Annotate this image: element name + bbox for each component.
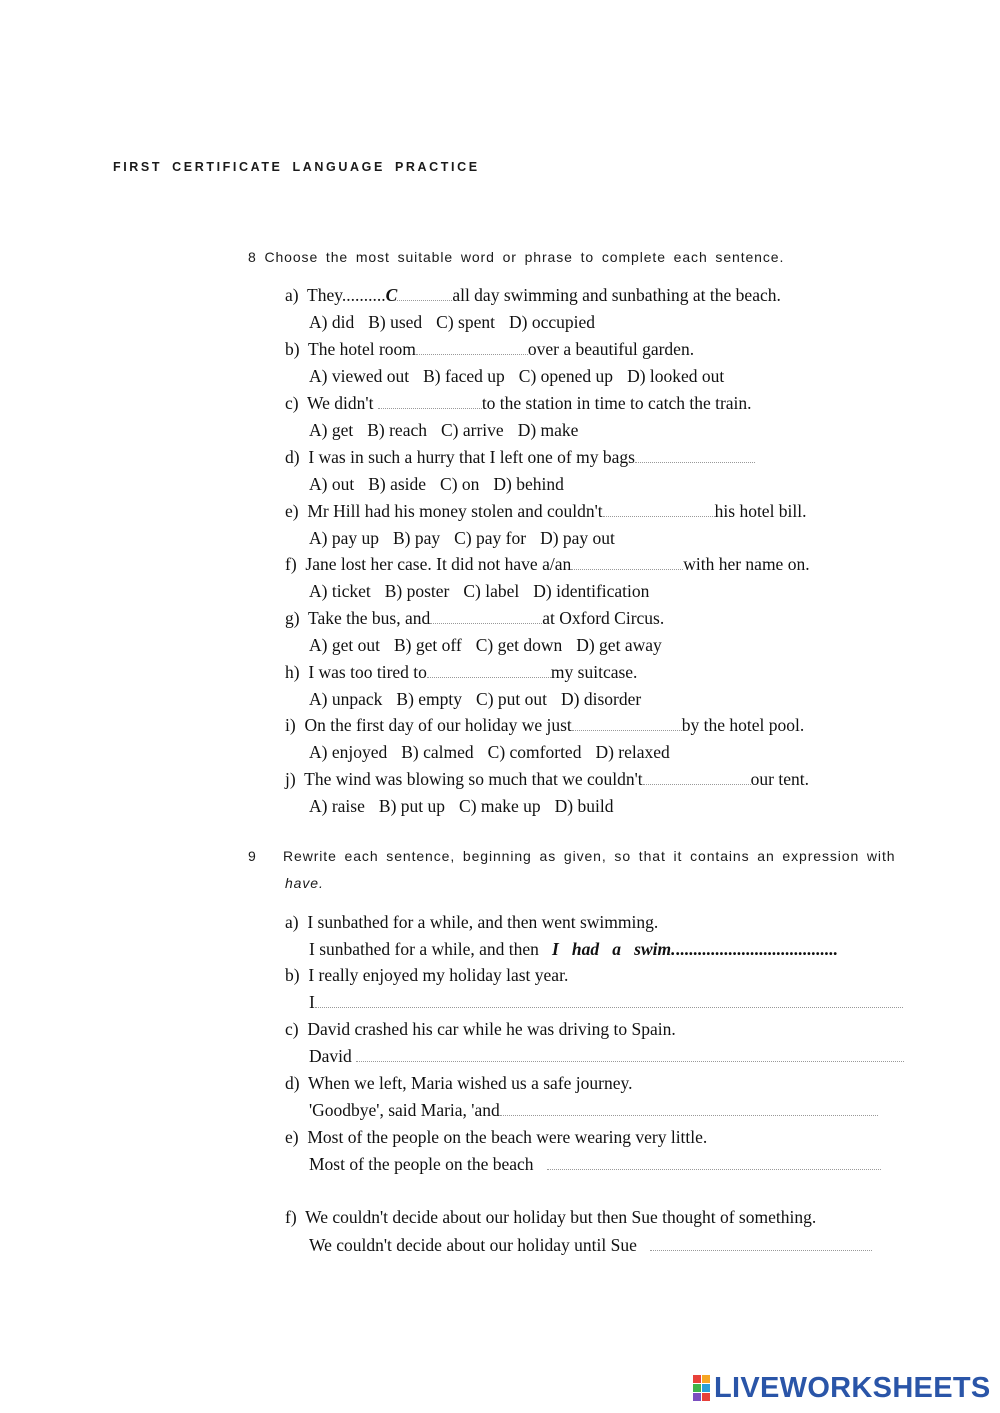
exercise-9-instruction: Rewrite each sentence, beginning as given, so that it contains an expression with	[283, 848, 896, 864]
item-sentence: David crashed his car while he was driving to Spain.	[307, 1019, 676, 1039]
ex9-item-a	[285, 912, 658, 932]
option: B) empty	[396, 689, 463, 709]
option: B) reach	[367, 420, 427, 440]
option: A) ticket	[309, 581, 371, 601]
item-text-after: my suitcase.	[550, 662, 638, 682]
ex9-answer-line-e	[309, 1154, 881, 1174]
exercise-8-instruction: 8 Choose the most suitable word or phrase to complete each sentence.	[248, 249, 785, 265]
option: D) behind	[493, 474, 564, 494]
option: B) pay	[392, 528, 441, 548]
answer-start: David	[309, 1046, 352, 1066]
item-letter: d)	[285, 1073, 300, 1093]
ex9-answer-line-d	[309, 1100, 878, 1120]
item-text-before: On the first day of our holiday we just	[304, 715, 572, 735]
ex9-answer-line-b	[309, 992, 903, 1012]
option: D) identification	[533, 581, 650, 601]
ex8-item-b	[285, 339, 694, 359]
answer-blank[interactable]	[572, 716, 682, 731]
option: C) arrive	[441, 420, 504, 440]
item-text-after: at Oxford Circus.	[542, 608, 665, 628]
ex8-item-c	[285, 393, 752, 413]
option: A) out	[309, 474, 355, 494]
ex8-item-i	[285, 715, 804, 735]
item-text-after: all day swimming and sunbathing at the beach.	[452, 285, 781, 305]
option: D) get away	[576, 635, 662, 655]
item-text-before: We didn't	[307, 393, 374, 413]
option: B) calmed	[401, 742, 474, 762]
ex8-item-d	[285, 447, 755, 467]
item-text-after: by the hotel pool.	[681, 715, 805, 735]
option: D) occupied	[508, 312, 595, 332]
answer-field[interactable]	[500, 1101, 878, 1116]
answer-blank[interactable]	[416, 340, 528, 355]
answer-field[interactable]	[547, 1155, 881, 1170]
ex8-options-a	[309, 312, 609, 332]
ex9-item-f	[285, 1207, 816, 1227]
item-sentence: I really enjoyed my holiday last year.	[308, 965, 569, 985]
item-text-before: They..........	[307, 285, 386, 305]
ex8-options-e	[309, 528, 629, 548]
option: C) spent	[436, 312, 495, 332]
item-sentence: We couldn't decide about our holiday but then Sue thought of something.	[305, 1207, 817, 1227]
option: A) viewed out	[309, 366, 410, 386]
ex8-options-c	[309, 420, 592, 440]
item-letter: b)	[285, 339, 300, 359]
item-letter: c)	[285, 393, 299, 413]
answer-field[interactable]	[356, 1047, 904, 1062]
item-letter: i)	[285, 715, 296, 735]
option: C) pay for	[454, 528, 527, 548]
ex8-options-f	[309, 581, 663, 601]
ex8-item-g	[285, 608, 664, 628]
ex8-options-j	[309, 796, 628, 816]
option: C) opened up	[518, 366, 614, 386]
item-letter: f)	[285, 554, 297, 574]
ex9-item-e	[285, 1127, 707, 1147]
exercise-9-instruction-word: have.	[285, 875, 324, 891]
ex8-item-e	[285, 501, 807, 521]
answer-dots: .....................................	[675, 939, 838, 959]
option: C) label	[463, 581, 520, 601]
option: A) did	[309, 312, 355, 332]
option: B) get off	[393, 635, 462, 655]
option: A) get	[309, 420, 354, 440]
item-text-before: I was too tired to	[308, 662, 427, 682]
option: A) raise	[309, 796, 365, 816]
item-sentence: Most of the people on the beach were wearing very little.	[307, 1127, 708, 1147]
answer-start: We couldn't decide about our holiday until Sue	[309, 1235, 637, 1255]
answer-start: 'Goodbye', said Maria, 'and	[309, 1100, 500, 1120]
ex8-item-a	[285, 285, 781, 305]
option: C) comforted	[487, 742, 582, 762]
ex8-options-d	[309, 474, 578, 494]
ex8-options-i	[309, 742, 684, 762]
option: D) make	[517, 420, 579, 440]
answer-blank[interactable]	[378, 394, 482, 409]
item-letter: h)	[285, 662, 300, 682]
option: C) get down	[475, 635, 563, 655]
item-text-before: The hotel room	[308, 339, 416, 359]
ex8-options-h	[309, 689, 655, 709]
answer-start: I sunbathed for a while, and then	[309, 939, 539, 959]
option: A) enjoyed	[309, 742, 388, 762]
answer-blank[interactable]	[603, 502, 715, 517]
liveworksheets-logo-text: LIVEWORKSHEETS	[714, 1371, 991, 1404]
option: D) pay out	[540, 528, 615, 548]
answer-start: Most of the people on the beach	[309, 1154, 534, 1174]
ex9-item-d	[285, 1073, 632, 1093]
item-letter: g)	[285, 608, 300, 628]
item-text-after: to the station in time to catch the train.	[481, 393, 752, 413]
ex9-answer-line-c	[309, 1046, 904, 1066]
item-letter: j)	[285, 769, 296, 789]
ex9-answer-line-a	[309, 939, 837, 959]
option: B) aside	[368, 474, 427, 494]
liveworksheets-logo-icon	[693, 1375, 710, 1401]
item-text-after: with her name on.	[683, 554, 810, 574]
liveworksheets-logo	[693, 1371, 991, 1404]
answer-blank[interactable]	[571, 555, 683, 570]
answer-blank[interactable]	[430, 609, 542, 624]
answer-field[interactable]	[650, 1236, 872, 1251]
item-text-before: Jane lost her case. It did not have a/an	[305, 554, 572, 574]
exercise-9-number: 9	[248, 848, 257, 864]
ex9-item-c	[285, 1019, 676, 1039]
item-sentence: When we left, Maria wished us a safe journey.	[308, 1073, 633, 1093]
item-text-before: Take the bus, and	[308, 608, 431, 628]
item-letter: f)	[285, 1207, 297, 1227]
answer-start: I	[309, 992, 315, 1012]
item-text-after: his hotel bill.	[714, 501, 807, 521]
page-header: FIRST CERTIFICATE LANGUAGE PRACTICE	[113, 160, 480, 174]
option: A) unpack	[309, 689, 383, 709]
item-letter: a)	[285, 285, 299, 305]
item-letter: b)	[285, 965, 300, 985]
option: D) looked out	[627, 366, 725, 386]
item-letter: a)	[285, 912, 299, 932]
answer-field[interactable]	[315, 993, 903, 1008]
item-text-before: I was in such a hurry that I left one of my bags	[308, 447, 635, 467]
ex8-item-h	[285, 662, 637, 682]
ex8-options-g	[309, 635, 676, 655]
option: D) build	[554, 796, 614, 816]
option: B) poster	[384, 581, 450, 601]
option: B) put up	[378, 796, 446, 816]
option: B) used	[368, 312, 423, 332]
ex8-item-f	[285, 554, 810, 574]
option: D) relaxed	[595, 742, 670, 762]
item-letter: e)	[285, 501, 299, 521]
answer-dots	[397, 286, 452, 301]
item-letter: e)	[285, 1127, 299, 1147]
item-letter: c)	[285, 1019, 299, 1039]
answer-blank[interactable]	[427, 663, 551, 678]
answer-blank[interactable]	[635, 448, 755, 463]
item-text-after: our tent.	[750, 769, 809, 789]
option: A) get out	[309, 635, 380, 655]
option: D) disorder	[561, 689, 642, 709]
option: C) on	[440, 474, 480, 494]
item-letter: d)	[285, 447, 300, 467]
ex9-item-b	[285, 965, 568, 985]
option: B) faced up	[423, 366, 505, 386]
item-sentence: I sunbathed for a while, and then went swimming.	[307, 912, 659, 932]
answer-blank[interactable]: C	[385, 285, 398, 305]
ex8-item-j	[285, 769, 809, 789]
option: C) make up	[459, 796, 541, 816]
item-text-before: The wind was blowing so much that we couldn't	[304, 769, 643, 789]
item-text-before: Mr Hill had his money stolen and couldn't	[307, 501, 603, 521]
answer-blank[interactable]	[643, 770, 751, 785]
option: A) pay up	[309, 528, 379, 548]
option: C) put out	[476, 689, 547, 709]
ex9-answer-line-f	[309, 1235, 872, 1255]
ex8-options-b	[309, 366, 738, 386]
answer-field[interactable]: I had a swim.	[551, 939, 676, 959]
item-text-after: over a beautiful garden.	[527, 339, 695, 359]
